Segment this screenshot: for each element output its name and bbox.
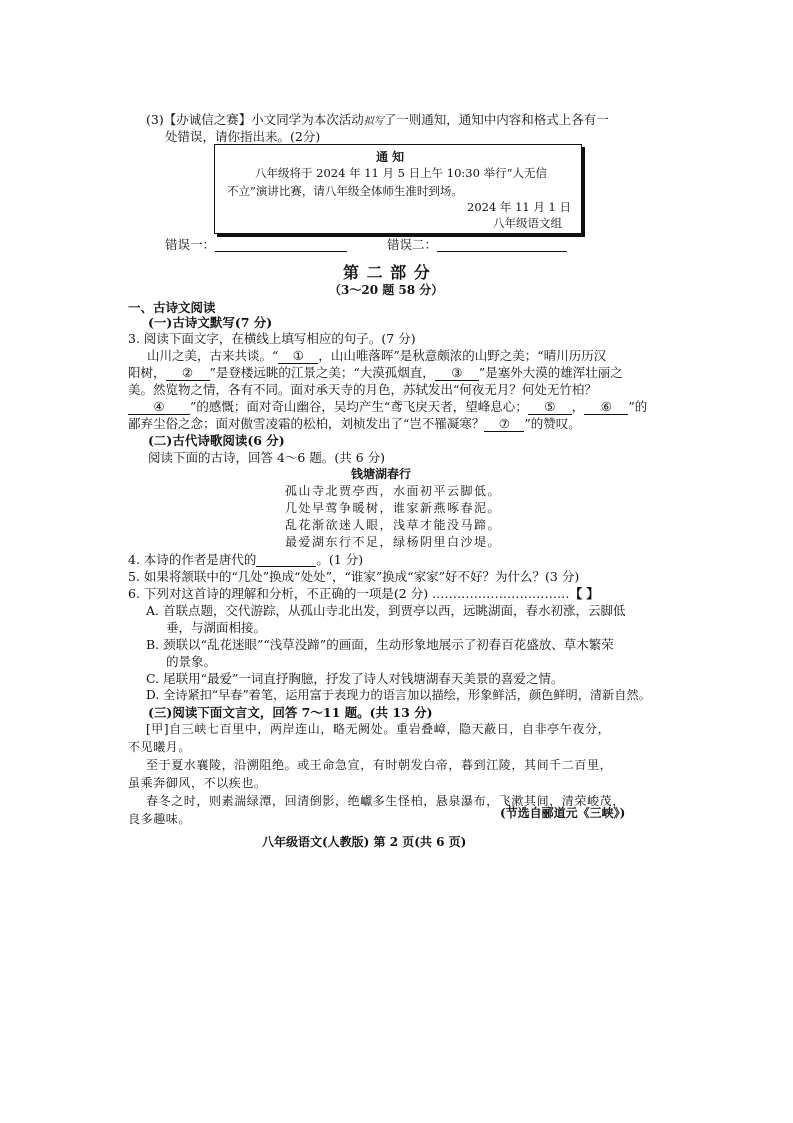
notice-box: [214, 144, 582, 234]
q5: 5. 如果将颔联中的“几处”换成“处处”，“谁家”换成“家家”好不好？为什么？(3 分): [128, 569, 580, 584]
q3-competition-line2: 处错误，请你指出来。(2分): [165, 129, 321, 144]
subsection-classical-title: (三)阅读下面文言文，回答 7～11 题。(共 13 分): [148, 705, 433, 720]
blank-3[interactable]: ③: [435, 365, 479, 381]
q3-text-line2: [128, 365, 623, 381]
notice-signature: 八年级语文组: [493, 216, 562, 230]
classical-p1-line1: [甲]自三峡七百里中，两岸连山，略无阙处。重岩叠嶂，隐天蔽日，自非亭午夜分，: [146, 722, 611, 736]
q3-line1-part-a: (3)【办诚信之赛】小文同学为本次活动: [146, 112, 364, 127]
classical-p3-line2: 良多趣味。: [128, 812, 192, 826]
error-one-label: 错误一：: [165, 237, 216, 252]
text-segment: 4. 本诗的作者是唐代的: [128, 552, 257, 567]
subsection-poetry-title: (二)古代诗歌阅读(6 分): [148, 433, 285, 448]
q6-option-a-line1: A. 首联点题，交代游踪，从孤山寺北出发，到贾亭以西，远眺湖面，春水初涨，云脚低: [146, 603, 626, 618]
blank-6[interactable]: ⑥: [584, 399, 628, 415]
notice-date: 2024 年 11 月 1 日: [467, 200, 571, 214]
text-segment: ，: [571, 399, 585, 414]
notice-title: 通 知: [376, 150, 405, 164]
q4-blank[interactable]: [256, 554, 316, 567]
part-two-title: 第 二 部 分: [343, 263, 431, 282]
error-two-row: [387, 237, 567, 252]
q3-text-line3: 美。然览物之情，各有不同。面对承天寺的月色，苏轼发出“何夜无月？何处无竹柏？: [128, 382, 597, 397]
text-segment: ”的: [628, 399, 648, 414]
text-segment: 山川之美，古来共谈。“: [147, 348, 279, 363]
text-segment: ”是登楼远眺的江景之美；“大漠孤烟直，: [209, 365, 435, 380]
error-one-blank[interactable]: [215, 237, 347, 252]
poem-line-4: 最爱湖东行不足，绿杨阴里白沙堤。: [285, 535, 502, 549]
text-segment: 阳树，: [128, 365, 166, 380]
q3-title: 3. 阅读下面文字，在横线上填写相应的句子。(7 分): [128, 331, 416, 346]
error-two-label: 错误二：: [387, 237, 438, 252]
classical-source: (节选自郦道元《三峡》): [500, 806, 626, 820]
blank-5[interactable]: ⑤: [528, 399, 572, 415]
poem-line-2: 几处早莺争暖树，谁家新燕啄春泥。: [285, 501, 502, 515]
section-one-title: 一、古诗文阅读: [128, 300, 216, 315]
handwritten-word: 拟写: [363, 116, 384, 127]
text-segment: ，山山唯落晖”是秋意颇浓的山野之美；“晴川历历汉: [318, 348, 607, 363]
notice-body-line2: 不立”演讲比赛，请八年级全体师生准时到场。: [227, 184, 463, 198]
q6-option-b-line2: 的景象。: [166, 654, 217, 669]
poem-line-3: 乱花渐欲迷人眼，浅草才能没马蹄。: [285, 518, 502, 532]
poem-title: 钱塘湖春行: [351, 467, 412, 481]
q3-competition-line1: [146, 112, 609, 128]
poem-intro: 阅读下面的古诗，回答 4～6 题。(共 6 分): [148, 450, 386, 465]
classical-p2-line1: 至于夏水襄陵，沿溯阻绝。或王命急宣，有时朝发白帝，暮到江陵，其间千二百里，: [146, 758, 613, 772]
q3-text-line5: [128, 416, 581, 432]
poem-line-1: 孤山寺北贾亭西，水面初平云脚低。: [285, 484, 502, 498]
text-segment: ”是塞外大漠的雄浑壮丽之: [478, 365, 623, 380]
error-one-row: [165, 237, 347, 252]
q3-line1-part-b: 了一则通知，通知中内容和格式上各有一: [383, 112, 609, 127]
text-segment: ”的感慨；面对奇山幽谷，吴均产生“鸢飞戾天者，望峰息心；: [190, 399, 528, 414]
q3-text-line4: [128, 399, 647, 415]
classical-p1-line2: 不见曦月。: [128, 740, 192, 754]
part-two-subtitle: （3～20 题 58 分）: [329, 283, 444, 297]
text-segment: 。(1 分): [316, 552, 364, 567]
q6-option-d: D. 全诗紧扣“早春”着笔，运用富于表现力的语言加以描绘，形象鲜活，颜色鲜明，清新自然。: [146, 688, 651, 702]
error-two-blank[interactable]: [437, 237, 567, 252]
classical-p3-line1: 春冬之时，则素湍绿潭，回清倒影，绝巘多生怪柏，悬泉瀑布，飞漱其间，清荣峻茂，: [146, 794, 625, 808]
q3-text-line1: [147, 348, 606, 364]
blank-4[interactable]: ④: [128, 399, 190, 415]
classical-p2-line2: 虽乘奔御风，不以疾也。: [128, 776, 267, 790]
blank-2[interactable]: ②: [166, 365, 210, 381]
text-segment: 6. 下列对这首诗的理解和分析，不正确的一项是(2 分) ……………………………: [128, 586, 570, 601]
subsection-dictation-title: (一)古诗文默写(7 分): [148, 315, 273, 330]
q6-option-b-line1: B. 颈联以“乱花迷眼”“浅草没蹄”的画面，生动形象地展示了初春百花盛放、草木繁荣: [146, 637, 614, 652]
text-segment: ”的赞叹。: [524, 416, 581, 431]
q4: [128, 552, 363, 567]
text-segment: 鄙弃尘俗之念；面对傲雪凌霜的松柏，刘桢发出了“岂不罹凝寒？: [128, 416, 485, 431]
q6: [128, 586, 599, 601]
page-footer: 八年级语文(人教版) 第 2 页(共 6 页): [262, 835, 467, 849]
answer-bracket[interactable]: 【 】: [569, 586, 599, 601]
q6-option-a-line2: 垂，与湖面相接。: [166, 620, 267, 635]
notice-body-line1: 八年级将于 2024 年 11 月 5 日上午 10:30 举行“人无信: [255, 166, 547, 180]
q6-option-c: C. 尾联用“最爱”一词直抒胸臆，抒发了诗人对钱塘湖春天美景的喜爱之情。: [146, 671, 564, 686]
blank-7[interactable]: ⑦: [484, 416, 524, 432]
blank-1[interactable]: ①: [278, 348, 318, 364]
